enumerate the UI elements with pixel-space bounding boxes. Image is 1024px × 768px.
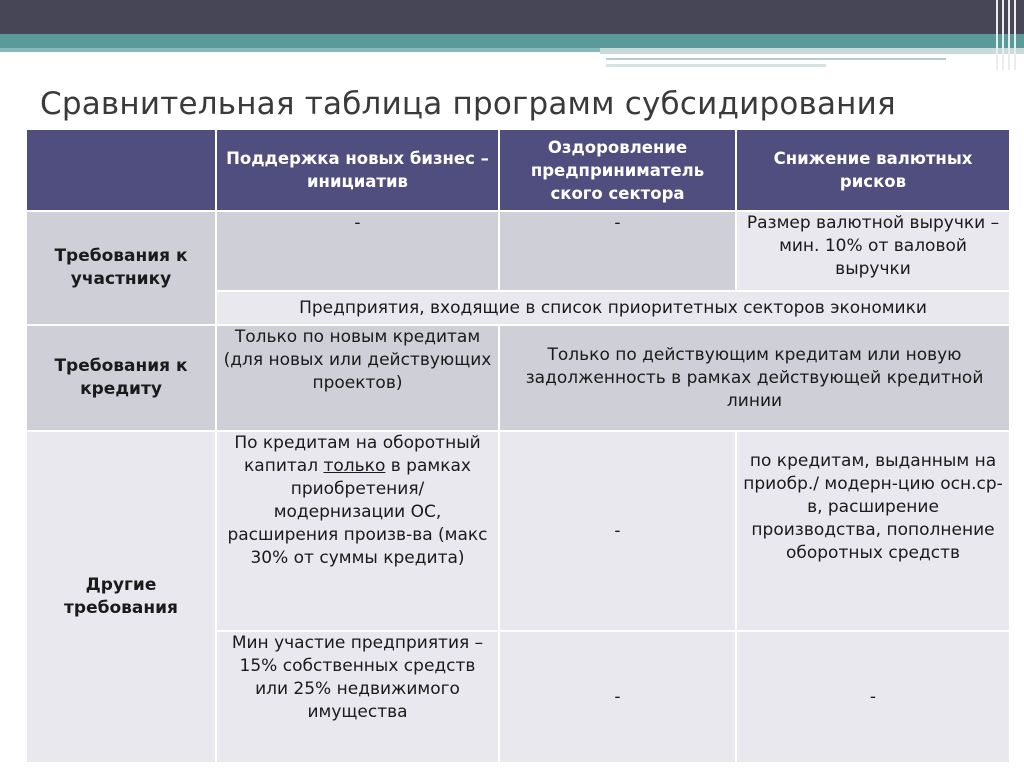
header-band-dark [0, 0, 1024, 34]
cell-other-c2b: - [499, 631, 736, 763]
cell-other-c1 [216, 431, 499, 631]
cell-other-c1-post: в рамках приобретения/ модернизации ОС, расширения произв-ва (макс 30% от суммы кредита) [227, 456, 488, 568]
cell-other-c1-pre: По кредитам на оборотный капитал [234, 433, 481, 476]
header-line [606, 64, 826, 67]
page-title: Сравнительная таблица программ субсидирования [40, 86, 896, 122]
comparison-table [25, 128, 1011, 764]
cell-participant-c1: - [216, 211, 499, 291]
row-head-participant: Требования к участнику [26, 211, 216, 325]
header-new-business: Поддержка новых бизнес – инициатив [216, 129, 499, 211]
row-head-other: Другие требования [26, 431, 216, 763]
header-recovery: Оздоровление предприниматель ского сектора [499, 129, 736, 211]
row-head-credit: Требования к кредиту [26, 325, 216, 431]
cell-participant-merged: Предприятия, входящие в список приоритетных секторов экономики [216, 291, 1010, 325]
table-header-row [26, 129, 1010, 211]
cell-other-c1-underline: только [323, 456, 386, 476]
table-row [26, 211, 1010, 291]
table-row [26, 325, 1010, 431]
header-stripe [600, 48, 1024, 54]
cell-credit-c23: Только по действующим кредитам или новую задолженность в рамках действующей кредитной линии [499, 325, 1010, 431]
cell-other-c1b: Мин участие предприятия – 15% собственных средств или 25% недвижимого имущества [216, 631, 499, 763]
cell-participant-c3: Размер валютной выручки – мин. 10% от валовой выручки [736, 211, 1010, 291]
cell-other-c3b: - [736, 631, 1010, 763]
header-line [606, 58, 946, 60]
header-corner [26, 129, 216, 211]
header-currency-risk: Снижение валютных рисков [736, 129, 1010, 211]
cell-participant-c2: - [499, 211, 736, 291]
cell-credit-c1: Только по новым кредитам (для новых или действующих проектов) [216, 325, 499, 431]
header-stripe [0, 48, 600, 52]
header-band-teal [0, 34, 1024, 48]
cell-other-c2: - [499, 431, 736, 631]
header-vertical-bars [992, 0, 1024, 70]
table-row [26, 431, 1010, 631]
cell-other-c3: по кредитам, выданным на приобр./ модерн-цию осн.ср-в, расширение производства, пополнение оборотных средств [736, 431, 1010, 631]
